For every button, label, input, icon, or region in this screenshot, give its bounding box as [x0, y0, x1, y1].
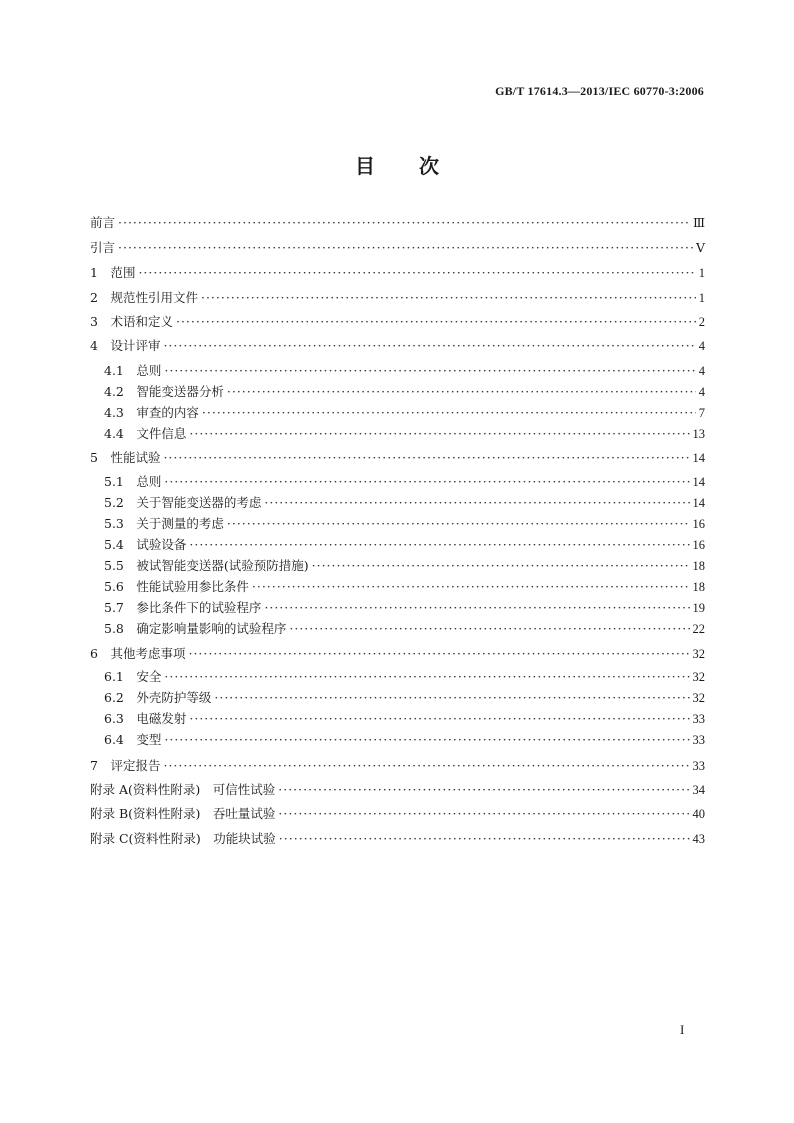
toc-entry[interactable]: [90, 760, 705, 772]
toc-leader-dots: [201, 292, 696, 304]
toc-entry-label: 5.6 性能试验用参比条件: [104, 579, 249, 594]
page-title-char-2: 次: [419, 154, 439, 178]
toc-entry-label: 附录 A(资料性附录) 可信性试验: [90, 782, 276, 797]
toc-leader-dots: [164, 734, 689, 746]
page-number: I: [680, 1022, 685, 1037]
toc-entry-page: 1: [698, 266, 705, 280]
toc-entry-label: 4 设计评审: [90, 338, 161, 353]
toc-entry-label: 6.2 外壳防护等级: [104, 690, 212, 705]
toc-subentry[interactable]: [90, 407, 705, 419]
toc-leader-dots: [164, 671, 689, 683]
toc-entry-page: 33: [692, 733, 705, 747]
toc-entry-label: 5.4 试验设备: [104, 537, 187, 552]
toc-leader-dots: [118, 217, 690, 229]
toc-entry-page: 34: [692, 783, 705, 797]
toc-entry-label: 6.4 变型: [104, 732, 162, 747]
toc-subentry[interactable]: [90, 518, 705, 530]
toc-leader-dots: [227, 518, 690, 530]
page-title-char-1: 目: [355, 154, 375, 178]
toc-entry-label: 3 术语和定义: [90, 314, 173, 329]
toc-subentry[interactable]: [90, 581, 705, 593]
toc-entry[interactable]: [90, 833, 705, 845]
toc-entry-page: 19: [692, 601, 705, 615]
toc-entry-page: 4: [698, 339, 705, 353]
toc-entry-label: 7 评定报告: [90, 758, 161, 773]
toc-leader-dots: [214, 692, 689, 704]
toc-leader-dots: [118, 242, 693, 254]
toc-leader-dots: [264, 602, 689, 614]
toc-entry-page: 33: [692, 759, 705, 773]
toc-leader-dots: [163, 760, 689, 772]
toc-entry-label: 5.8 确定影响量影响的试验程序: [104, 621, 287, 636]
toc-entry-page: 14: [692, 496, 705, 510]
toc-leader-dots: [264, 497, 689, 509]
toc-subentry[interactable]: [90, 386, 705, 398]
toc-leader-dots: [278, 808, 689, 820]
toc-entry-page: 18: [692, 580, 705, 594]
toc-entry-page: 14: [692, 451, 705, 465]
toc-entry-page: 43: [692, 832, 705, 846]
toc-entry[interactable]: [90, 217, 705, 229]
toc-entry-page: 40: [692, 807, 705, 821]
toc-entry-label: 附录 C(资料性附录) 功能块试验: [90, 831, 276, 846]
toc-entry-page: Ⅲ: [692, 216, 705, 230]
toc-entry-page: 4: [698, 385, 705, 399]
toc-entry-label: 6 其他考虑事项: [90, 646, 186, 661]
toc-leader-dots: [188, 648, 689, 660]
toc-entry-label: 6.3 电磁发射: [104, 711, 187, 726]
toc-entry-page: 18: [692, 559, 705, 573]
toc-entry-page: 7: [698, 406, 705, 420]
toc-leader-dots: [189, 539, 689, 551]
toc-leader-dots: [163, 340, 695, 352]
toc-entry-label: 5 性能试验: [90, 450, 161, 465]
toc-leader-dots: [279, 833, 690, 845]
toc-entry-page: 32: [692, 647, 705, 661]
toc-entry-page: 32: [692, 670, 705, 684]
toc-entry[interactable]: [90, 267, 705, 279]
toc-entry[interactable]: [90, 292, 705, 304]
toc-entry-label: 1 范围: [90, 265, 136, 280]
toc-subentry[interactable]: [90, 734, 705, 746]
toc-entry-label: 4.4 文件信息: [104, 426, 187, 441]
toc-leader-dots: [164, 476, 689, 488]
toc-entry[interactable]: [90, 242, 705, 254]
toc-subentry[interactable]: [90, 539, 705, 551]
toc-entry-page: 16: [692, 517, 705, 531]
toc-entry-page: 22: [692, 622, 705, 636]
page-title: [0, 150, 794, 179]
toc-subentry[interactable]: [90, 623, 705, 635]
toc-entry[interactable]: [90, 784, 705, 796]
toc-subentry[interactable]: [90, 560, 705, 572]
toc-leader-dots: [176, 316, 696, 328]
toc-entry-page: 1: [698, 291, 705, 305]
toc-entry-label: 5.1 总则: [104, 474, 162, 489]
toc-leader-dots: [278, 784, 689, 796]
toc-leader-dots: [138, 267, 695, 279]
toc-subentry[interactable]: [90, 602, 705, 614]
toc-entry-label: 5.7 参比条件下的试验程序: [104, 600, 262, 615]
toc-subentry[interactable]: [90, 671, 705, 683]
toc-leader-dots: [164, 365, 695, 377]
toc-entry-label: 前言: [90, 215, 116, 230]
toc-entry-page: 13: [692, 427, 705, 441]
toc-entry-label: 5.3 关于测量的考虑: [104, 516, 224, 531]
toc-subentry[interactable]: [90, 713, 705, 725]
toc-leader-dots: [189, 428, 689, 440]
toc-leader-dots: [189, 713, 689, 725]
toc-entry-page: 14: [692, 475, 705, 489]
toc-leader-dots: [202, 407, 696, 419]
toc-subentry[interactable]: [90, 476, 705, 488]
toc-subentry[interactable]: [90, 497, 705, 509]
toc-leader-dots: [312, 560, 690, 572]
toc-leader-dots: [227, 386, 696, 398]
toc-entry[interactable]: [90, 808, 705, 820]
toc-entry-label: 4.3 审查的内容: [104, 405, 199, 420]
toc-leader-dots: [289, 623, 689, 635]
toc-entry[interactable]: [90, 648, 705, 660]
toc-leader-dots: [163, 452, 689, 464]
toc-entry-label: 引言: [90, 240, 116, 255]
standard-number-header: GB/T 17614.3—2013/IEC 60770-3:2006: [495, 84, 704, 98]
toc-leader-dots: [252, 581, 690, 593]
toc-entry-page: 16: [692, 538, 705, 552]
toc-entry-label: 4.2 智能变送器分析: [104, 384, 224, 399]
toc-entry[interactable]: [90, 340, 705, 352]
toc-entry-page: 33: [692, 712, 705, 726]
toc-entry[interactable]: [90, 316, 705, 328]
toc-subentry[interactable]: [90, 428, 705, 440]
toc-subentry[interactable]: [90, 692, 705, 704]
toc-entry-label: 5.5 被试智能变送器(试验预防措施): [104, 558, 309, 573]
toc-entry-page: Ⅴ: [695, 241, 705, 255]
toc-subentry[interactable]: [90, 365, 705, 377]
toc-entry-page: 32: [692, 691, 705, 705]
toc-entry-label: 4.1 总则: [104, 363, 162, 378]
toc-entry-page: 4: [698, 364, 705, 378]
toc-entry-label: 2 规范性引用文件: [90, 290, 198, 305]
toc-entry[interactable]: [90, 452, 705, 464]
toc-entry-label: 6.1 安全: [104, 669, 162, 684]
toc-entry-page: 2: [698, 315, 705, 329]
toc-entry-label: 附录 B(资料性附录) 吞吐量试验: [90, 806, 276, 821]
toc-entry-label: 5.2 关于智能变送器的考虑: [104, 495, 262, 510]
